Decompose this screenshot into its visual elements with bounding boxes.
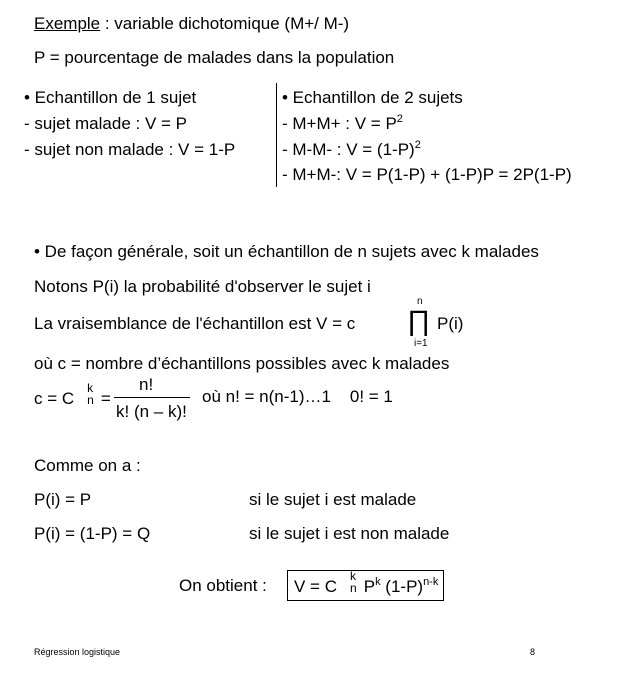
right-col-line2-text: - M-M- : V = (1-P) [282,140,415,159]
right-col-line3: - M+M-: V = P(1-P) + (1-P)P = 2P(1-P) [282,165,572,184]
result-pk: P [359,577,376,596]
result-pk-sup: k [375,576,381,588]
general-line1: • De façon générale, soit un échantillon de n sujets avec k malades [34,242,539,261]
likelihood-line [34,315,355,332]
left-col-line2: - sujet non malade : V = 1-P [24,140,236,159]
product-lower: i=1 [414,338,428,349]
c-sub: n [87,393,94,407]
comme-row1-right: si le sujet i est malade [249,490,417,509]
fraction-bar [114,397,190,398]
footer-title: Régression logistique [34,647,121,657]
right-col-heading: • Echantillon de 2 sujets [282,88,463,107]
result-rest: (1-P) [380,577,424,596]
result-sub: n [350,581,357,595]
result-rest-sup: n-k [423,576,439,588]
result-formula-box [287,570,444,601]
c-equals: = [100,389,111,408]
comme-row1-left: P(i) = P [34,490,92,509]
c-note: où n! = n(n-1)…1 0! = 1 [202,387,393,406]
example-title-underlined: Exemple [34,14,101,33]
column-divider [276,83,277,187]
result-sup: k [350,569,356,583]
fraction-numerator: n! [139,375,154,394]
right-col-line2 [282,141,421,158]
c-lhs: c = C [34,389,75,408]
comme-heading: Comme on a : [34,456,141,475]
p-definition: P = pourcentage de malades dans la population [34,48,395,67]
right-col-line1-text: - M+M+ : V = P [282,114,397,133]
general-line4: où c = nombre d’échantillons possibles avec k malades [34,354,450,373]
c-binomial-indices [74,381,96,407]
result-v-lhs: V = C [294,577,337,596]
c-definition [34,381,111,408]
product-symbol: ∏ [407,305,431,336]
c-sup: k [87,381,94,395]
example-title [34,15,349,32]
fraction-denominator: k! (n – k)! [116,402,187,421]
page-number: 8 [530,647,536,657]
likelihood-text: La vraisemblance de l'échantillon est V = c [34,314,356,333]
product-upper: n [417,296,423,307]
example-title-rest: : variable dichotomique (M+/ M-) [100,14,350,33]
product-term: P(i) [437,314,464,333]
right-col-line1 [282,115,403,132]
comme-row2-right: si le sujet i est non malade [249,524,450,543]
left-col-heading: • Echantillon de 1 sujet [24,88,197,107]
right-col-line2-sup: 2 [414,139,421,151]
result-label: On obtient : [179,576,267,595]
right-col-line1-sup: 2 [396,113,403,125]
left-col-line1: - sujet malade : V = P [24,114,187,133]
general-line2: Notons P(i) la probabilité d'observer le sujet i [34,277,371,296]
comme-row2-left: P(i) = (1-P) = Q [34,524,151,543]
result-binomial-indices [337,569,359,595]
